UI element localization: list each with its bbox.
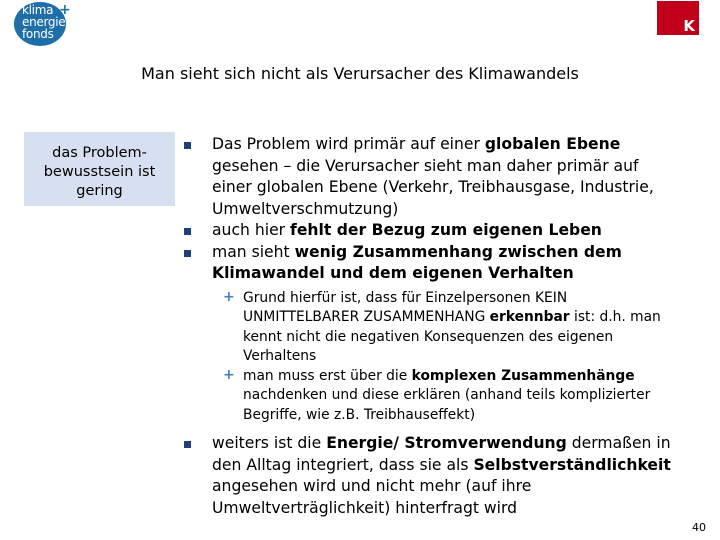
sub-bullet-item [223, 288, 672, 367]
bold-text: Selbstverständlichkeit [473, 455, 671, 474]
text-run: ist: d.h. man kennt nicht die negativen Konsequenzen des eigenen Verhaltens [243, 309, 661, 364]
bold-text: komplexen Zusammenhänge [411, 367, 635, 384]
square-bullet-icon [184, 142, 191, 149]
square-bullet-icon [184, 441, 191, 448]
bold-text: globalen Ebene [484, 135, 621, 153]
plus-bullet-icon: + [223, 288, 235, 305]
corner-badge-letter: K [683, 17, 695, 35]
bold-text: erkennbar [489, 309, 570, 325]
bold-text: fehlt der Bezug zum eigenen Leben [290, 221, 602, 239]
logo-line: klima [22, 3, 54, 17]
text-run: weiters ist die [212, 434, 327, 452]
text-run: angesehen wird und nicht mehr (auf ihre Umweltverträglichkeit) hinterfragt wird [212, 477, 532, 517]
bold-text: Energie/ Stromverwendung [326, 434, 567, 452]
bullet-item [212, 433, 672, 519]
bold-text: wenig Zusammenhang zwischen dem Klimawandel und dem eigenen Verhalten [212, 242, 622, 282]
bullet-item [212, 134, 672, 220]
bullet-item [212, 242, 672, 426]
corner-badge [657, 1, 699, 35]
plus-bullet-icon: + [223, 366, 235, 383]
page-number: 40 [692, 521, 706, 534]
bullet-list [212, 134, 672, 519]
logo-line: fonds [22, 27, 54, 41]
text-run: nachdenken und diese erklären (anhand teils komplizierter Begriffe, wie z.B. Treibhauseffekt) [243, 387, 651, 423]
text-run: Das Problem wird primär auf einer [212, 135, 485, 153]
slide-title: Man sieht sich nicht als Verursacher des Klimawandels [141, 64, 579, 83]
bullet-item [212, 220, 672, 242]
topic-box: das Problem-bewusstsein ist gering [24, 132, 175, 206]
logo-line: energie [22, 15, 66, 29]
sub-bullet-item [223, 366, 672, 426]
text-run: dermaßen in den Alltag integriert, dass sie als [212, 434, 671, 474]
text-run: man sieht [212, 242, 295, 261]
sub-bullet-list [212, 289, 672, 426]
text-run: gesehen – die Verursacher sieht man daher primär auf einer globalen Ebene (Verkehr, Treibhausgase, Industrie, Umweltverschmutzung) [212, 156, 654, 218]
square-bullet-icon [184, 228, 191, 235]
text-run: man muss erst über die [243, 367, 412, 384]
logo-plus: + [59, 2, 71, 18]
square-bullet-icon [184, 250, 191, 257]
text-run: auch hier [212, 221, 291, 239]
text-run: Grund hierfür ist, dass für Einzelpersonen KEIN UNMITTELBARER ZUSAMMENHANG [243, 289, 568, 325]
